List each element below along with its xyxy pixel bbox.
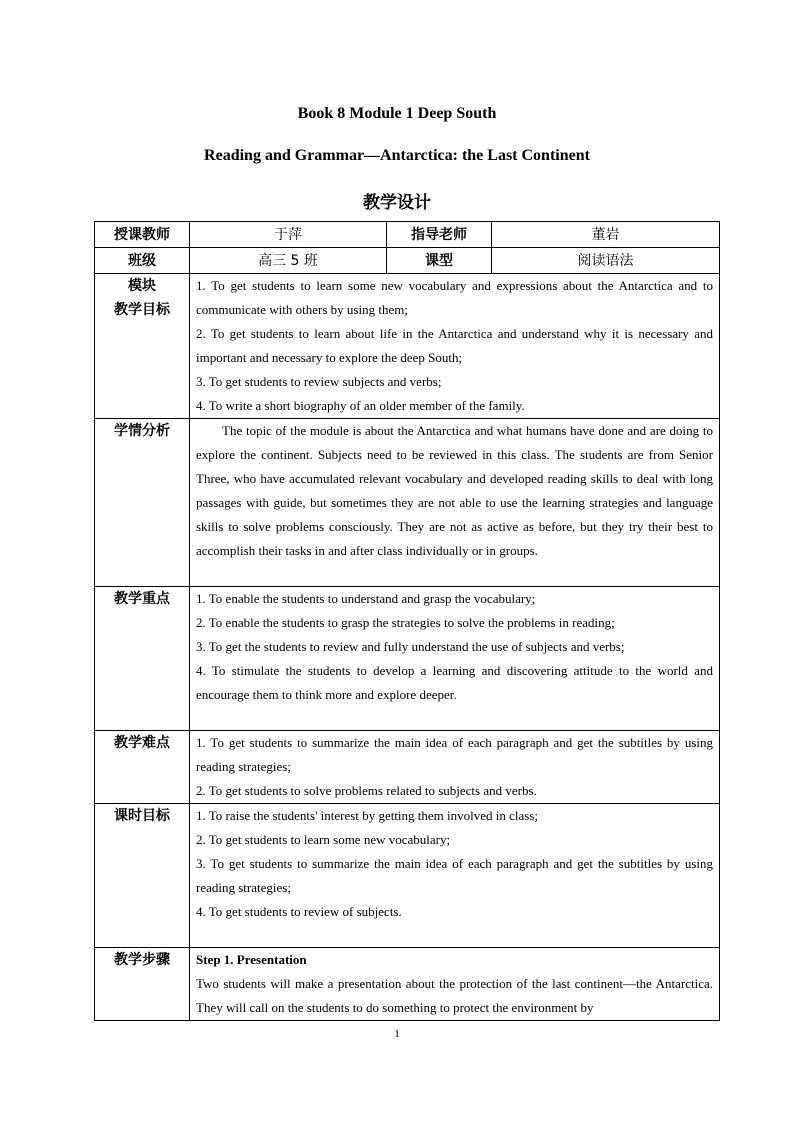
list-item: 2. To get students to solve problems related to subjects and verbs. [196,783,537,798]
table-row [95,248,720,274]
teacher-label: 授课教师 [95,222,190,248]
class-label: 班级 [95,248,190,274]
lesson-goals-content [190,804,720,948]
document-heading: 教学设计 [363,193,431,213]
list-item: 1. To get students to summarize the main idea of each paragraph and get the subtitles by using reading strategies; [196,735,713,774]
type-value: 阅读语法 [492,248,720,274]
list-item: 3. To get students to review subjects and verbs; [196,374,442,389]
key-points-label: 教学重点 [95,587,190,731]
type-label: 课型 [387,248,492,274]
table-row [95,731,720,804]
student-analysis-text: The topic of the module is about the Antarctica and what humans have done and are doing to explore the continent. Subjects need to be reviewed in this class. The students are from Senior Three, who have accumulated relevant vocabulary and developed reading skills to deal with long passages with guide, but sometimes they are not able to use the learning strategies and language skills to solve problems consciously. They are not as active as before, but they try their best to accomplish their tasks in and after class individually or in groups. [196,423,713,558]
difficult-points-label: 教学难点 [95,731,190,804]
list-item: 3. To get the students to review and fully understand the use of subjects and verbs; [196,639,625,654]
table-row [95,419,720,587]
table-row [95,587,720,731]
list-item: 3. To get students to summarize the main idea of each paragraph and get the subtitles by using reading strategies; [196,856,713,895]
advisor-label: 指导老师 [387,222,492,248]
module-goals-label [95,274,190,419]
step1-text: Two students will make a presentation about the protection of the last continent—the Antarctica. They will call on the students to do something to protect the environment by [196,976,713,1015]
list-item: 2. To get students to learn about life in the Antarctica and understand why it is necessary and important and necessary to explore the deep South; [196,326,713,365]
student-analysis-label: 学情分析 [95,419,190,587]
list-item: 4. To stimulate the students to develop a learning and discovering attitude to the world and encourage them to think more and explore deeper. [196,663,713,702]
list-item: 2. To enable the students to grasp the strategies to solve the problems in reading; [196,615,615,630]
module-goals-label-line2: 教学目标 [114,302,170,318]
document-title: Book 8 Module 1 Deep South [297,105,497,122]
advisor-value: 董岩 [492,222,720,248]
student-analysis-content [190,419,720,587]
class-value: 高三 5 班 [190,248,387,274]
lesson-plan-table [94,221,720,1021]
step1-title: Step 1. Presentation [196,952,307,967]
list-item: 1. To raise the students' interest by getting them involved in class; [196,808,539,823]
list-item: 4. To write a short biography of an older member of the family. [196,398,525,413]
table-row [95,274,720,419]
list-item: 4. To get students to review of subjects. [196,904,402,919]
key-points-content [190,587,720,731]
lesson-goals-label: 课时目标 [95,804,190,948]
list-item: 2. To get students to learn some new vocabulary; [196,832,451,847]
table-row [95,222,720,248]
difficult-points-content [190,731,720,804]
teacher-value: 于萍 [190,222,387,248]
teaching-steps-label: 教学步骤 [95,948,190,1021]
module-goals-content [190,274,720,419]
list-item: 1. To enable the students to understand and grasp the vocabulary; [196,591,536,606]
teaching-steps-content [190,948,720,1021]
document-subtitle: Reading and Grammar—Antarctica: the Last Continent [204,147,590,164]
list-item: 1. To get students to learn some new vocabulary and expressions about the Antarctica and to communicate with others by using them; [196,278,713,317]
table-row [95,804,720,948]
table-row [95,948,720,1021]
module-goals-label-line1: 模块 [128,278,156,294]
page-number: 1 [394,1028,400,1040]
